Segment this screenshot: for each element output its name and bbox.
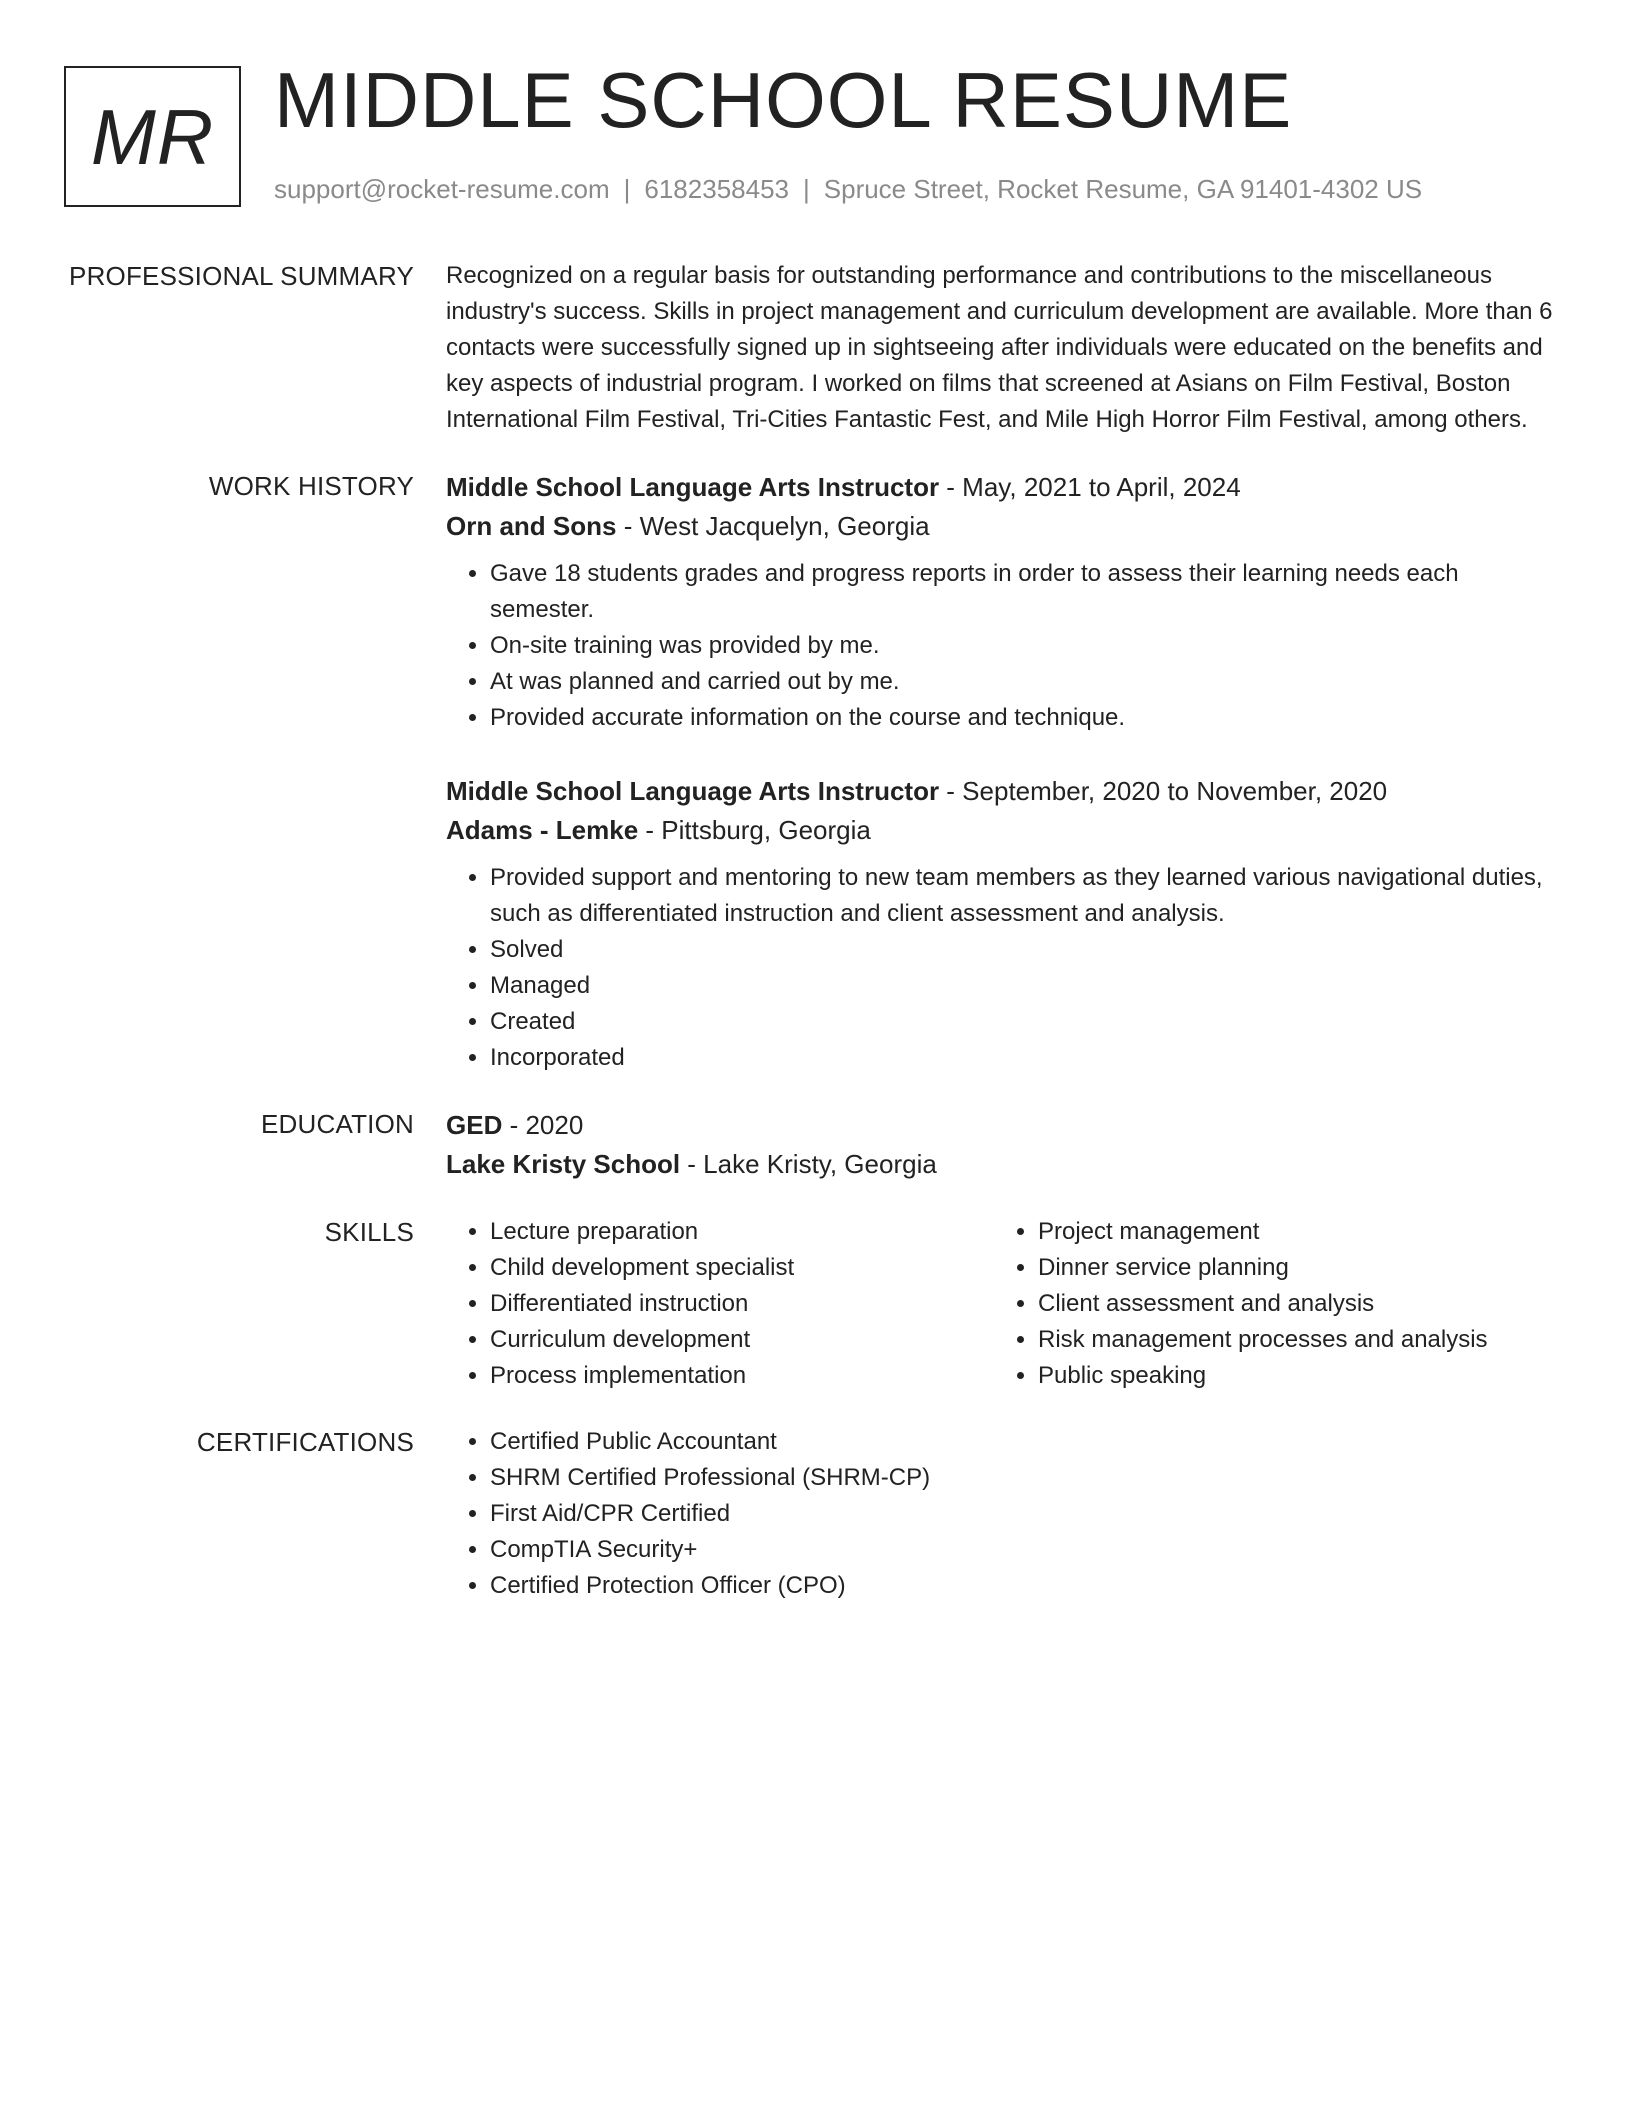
certifications-body bbox=[446, 1424, 1556, 1604]
list-item: • Solved bbox=[490, 932, 1556, 968]
job-location: - West Jacquelyn, Georgia bbox=[616, 511, 930, 541]
job-company: Orn and Sons bbox=[446, 511, 617, 541]
skills-section bbox=[0, 1214, 1632, 1394]
job-company: Adams - Lemke bbox=[446, 815, 639, 845]
list-item: • Child development specialist bbox=[490, 1250, 994, 1286]
list-item: • Certified Public Accountant bbox=[490, 1424, 1556, 1460]
list-item: • First Aid/CPR Certified bbox=[490, 1496, 1556, 1532]
list-item: • Differentiated instruction bbox=[490, 1286, 994, 1322]
resume-sections bbox=[0, 258, 1632, 1634]
job-bullet-list bbox=[446, 556, 1556, 736]
education-year: - 2020 bbox=[502, 1110, 584, 1140]
list-item: • Lecture preparation bbox=[490, 1214, 994, 1250]
summary-body bbox=[446, 258, 1556, 438]
contact-address: Spruce Street, Rocket Resume, GA 91401-4302 US bbox=[823, 174, 1423, 204]
section-heading: CERTIFICATIONS bbox=[196, 1427, 414, 1457]
job-company-line bbox=[446, 507, 1556, 546]
list-item: • At was planned and carried out by me. bbox=[490, 664, 1556, 700]
job-title-line bbox=[446, 468, 1556, 507]
contact-email: support@rocket-resume.com bbox=[274, 174, 610, 204]
resume-title: MIDDLE SCHOOL RESUME bbox=[274, 56, 1293, 144]
education-body bbox=[446, 1106, 1556, 1184]
summary-section bbox=[0, 258, 1632, 438]
contact-separator: | bbox=[623, 174, 631, 204]
section-heading: EDUCATION bbox=[261, 1109, 414, 1139]
contact-phone: 6182358453 bbox=[644, 174, 789, 204]
list-item: • SHRM Certified Professional (SHRM-CP) bbox=[490, 1460, 1556, 1496]
list-item: • Public speaking bbox=[1038, 1358, 1542, 1394]
education-degree-line bbox=[446, 1106, 1556, 1145]
list-item: • Project management bbox=[1038, 1214, 1542, 1250]
list-item: • Created bbox=[490, 1004, 1556, 1040]
job-bullet-list bbox=[446, 860, 1556, 1076]
job-dates: - May, 2021 to April, 2024 bbox=[939, 472, 1241, 502]
education-school: Lake Kristy School bbox=[446, 1149, 681, 1179]
work-history-body bbox=[446, 468, 1556, 1076]
job-title-line bbox=[446, 772, 1556, 811]
job-entry bbox=[446, 468, 1556, 736]
skills-column-left bbox=[446, 1214, 994, 1394]
list-item: • On-site training was provided by me. bbox=[490, 628, 1556, 664]
monogram-box bbox=[64, 66, 241, 207]
job-entry bbox=[446, 772, 1556, 1076]
section-heading: SKILLS bbox=[324, 1217, 414, 1247]
monogram-initials: MR bbox=[90, 92, 215, 181]
job-location: - Pittsburg, Georgia bbox=[638, 815, 871, 845]
list-item: • CompTIA Security+ bbox=[490, 1532, 1556, 1568]
certifications-section bbox=[0, 1424, 1632, 1604]
list-item: • Provided support and mentoring to new team members as they learned various navigational duties, such as differentiated instruction and client assessment and analysis. bbox=[490, 860, 1556, 932]
contact-separator: | bbox=[803, 174, 810, 204]
education-section bbox=[0, 1106, 1632, 1184]
list-item: • Client assessment and analysis bbox=[1038, 1286, 1542, 1322]
skills-grid bbox=[446, 1214, 1556, 1394]
list-item: • Gave 18 students grades and progress reports in order to assess their learning needs each semester. bbox=[490, 556, 1556, 628]
work-history-section bbox=[0, 468, 1632, 1076]
list-item: • Certified Protection Officer (CPO) bbox=[490, 1568, 1556, 1604]
job-company-line bbox=[446, 811, 1556, 850]
certifications-list bbox=[446, 1424, 1556, 1604]
section-heading: PROFESSIONAL SUMMARY bbox=[69, 261, 414, 291]
list-item: • Incorporated bbox=[490, 1040, 1556, 1076]
skills-column-right bbox=[994, 1214, 1542, 1394]
skills-body bbox=[446, 1214, 1556, 1394]
job-title: Middle School Language Arts Instructor bbox=[446, 472, 940, 502]
summary-text: Recognized on a regular basis for outstanding performance and contributions to the miscellaneous industry's success. Skills in project management and curriculum development are available. More than 6 contacts were successfully signed up in sightseeing after individuals were educated on the benefits and key aspects of industrial program. I worked on films that screened at Asians on Film Festival, Boston International Film Festival, Tri-Cities Fantastic Fest, and Mile High Horror Film Festival, among others. bbox=[446, 262, 1553, 433]
education-school-line bbox=[446, 1145, 1556, 1184]
section-heading: WORK HISTORY bbox=[208, 471, 414, 501]
contact-line bbox=[274, 174, 1422, 205]
list-item: • Curriculum development bbox=[490, 1322, 994, 1358]
list-item: • Process implementation bbox=[490, 1358, 994, 1394]
education-degree: GED bbox=[446, 1110, 503, 1140]
job-title: Middle School Language Arts Instructor bbox=[446, 776, 940, 806]
job-dates: - September, 2020 to November, 2020 bbox=[939, 776, 1388, 806]
list-item: • Risk management processes and analysis bbox=[1038, 1322, 1542, 1358]
education-location: - Lake Kristy, Georgia bbox=[680, 1149, 937, 1179]
list-item: • Managed bbox=[490, 968, 1556, 1004]
list-item: • Provided accurate information on the course and technique. bbox=[490, 700, 1556, 736]
list-item: • Dinner service planning bbox=[1038, 1250, 1542, 1286]
